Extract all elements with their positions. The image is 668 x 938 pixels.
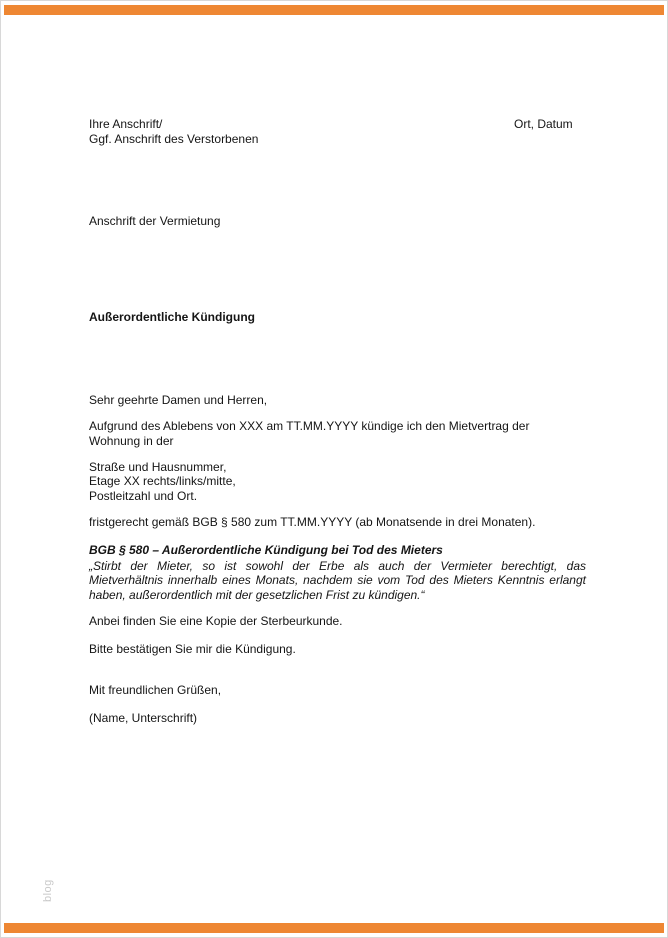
address-line-3: Postleitzahl und Ort. (89, 489, 198, 503)
law-heading: BGB § 580 – Außerordentliche Kündigung bei Tod des Mieters (89, 543, 443, 557)
enclosure-line: Anbei finden Sie eine Kopie der Sterbeurkunde. (89, 614, 343, 628)
law-quote-line-1: „Stirbt der Mieter, so ist sowohl der Erbe als auch der Vermieter berechtigt, das (89, 559, 586, 573)
sender-line-1: Ihre Anschrift/ (89, 117, 163, 131)
law-quote-line-3: haben, außerordentlich mit der gesetzlichen Frist zu kündigen.“ (89, 588, 425, 602)
recipient-line: Anschrift der Vermietung (89, 214, 221, 228)
law-quote-line-2: Mietverhältnis innerhalb eines Monats, nachdem sie vom Tod des Mieters Kenntnis erlangt (89, 573, 586, 587)
subject-line: Außerordentliche Kündigung (89, 310, 255, 324)
notice-line: fristgerecht gemäß BGB § 580 zum TT.MM.YYYY (ab Monatsende in drei Monaten). (89, 515, 536, 529)
top-accent-bar (4, 5, 664, 15)
confirm-line: Bitte bestätigen Sie mir die Kündigung. (89, 642, 296, 656)
intro-line-2: Wohnung in der (89, 434, 174, 448)
sender-line-2: Ggf. Anschrift des Verstorbenen (89, 132, 259, 146)
blog-watermark: blog (42, 879, 54, 902)
salutation-line: Sehr geehrte Damen und Herren, (89, 393, 268, 407)
intro-line-1: Aufgrund des Ablebens von XXX am TT.MM.YYYY kündige ich den Mietvertrag der (89, 419, 530, 433)
signature-line: (Name, Unterschrift) (89, 711, 198, 725)
address-line-1: Straße und Hausnummer, (89, 460, 227, 474)
closing-line: Mit freundlichen Grüßen, (89, 683, 222, 697)
date-line: Ort, Datum (514, 117, 573, 131)
bottom-accent-bar (4, 923, 664, 933)
address-line-2: Etage XX rechts/links/mitte, (89, 474, 236, 488)
